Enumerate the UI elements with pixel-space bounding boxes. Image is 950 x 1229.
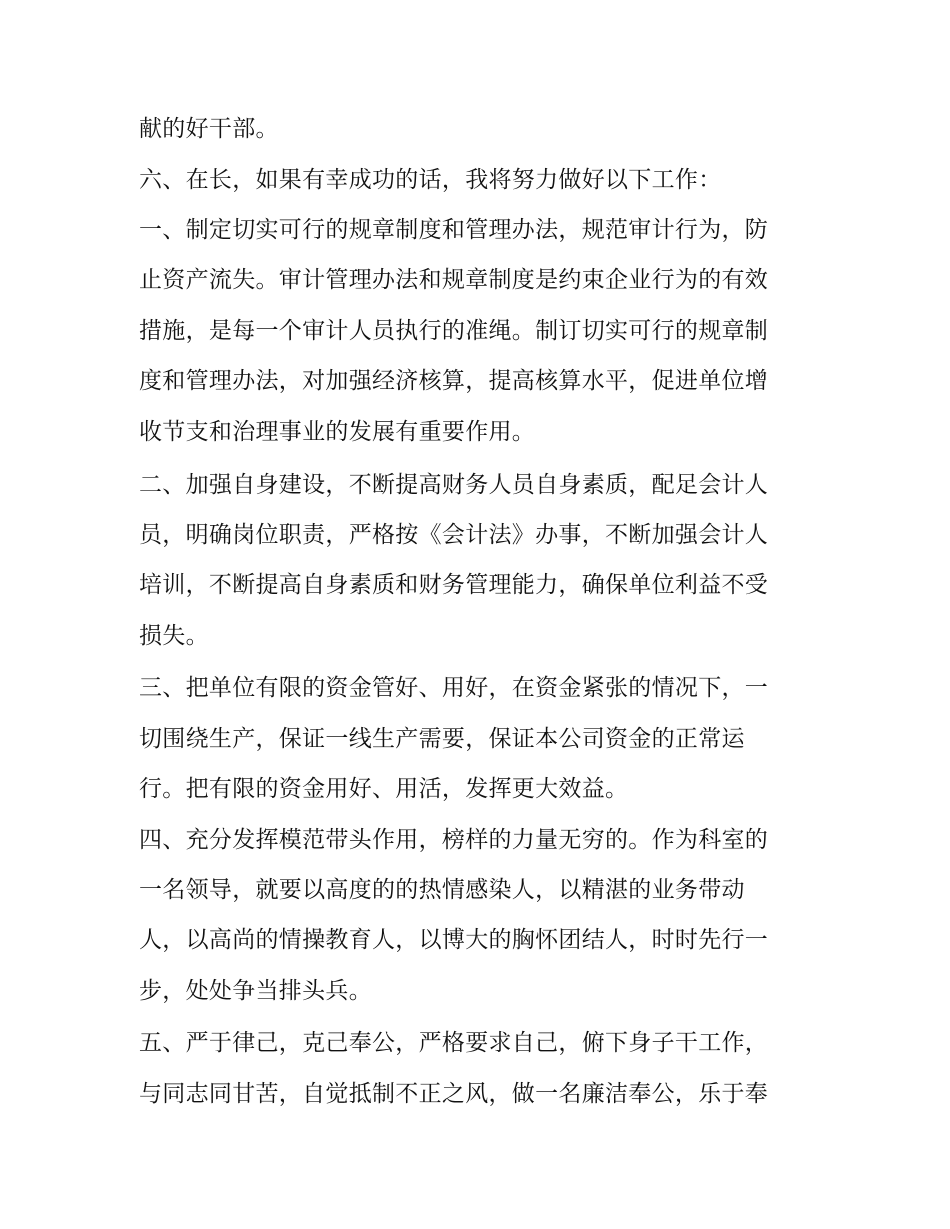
text-line: 度和管理办法，对加强经济核算，提高核算水平，促进单位增 <box>139 368 769 394</box>
text-line: 收节支和治理事业的发展有重要作用。 <box>139 419 536 445</box>
text-line: 员，明确岗位职责，严格按《会计法》办事，不断加强会计人 <box>139 522 769 548</box>
text-line: 五、严于律己，克己奉公，严格要求自己，俯下身子干工作， <box>139 1030 769 1056</box>
text-line: 止资产流失。审计管理办法和规章制度是约束企业行为的有效 <box>139 267 769 293</box>
text-line: 切围绕生产，保证一线生产需要，保证本公司资金的正常运 <box>139 726 745 752</box>
text-line: 三、把单位有限的资金管好、用好，在资金紧张的情况下，一 <box>139 675 769 701</box>
text-line: 培训，不断提高自身素质和财务管理能力，确保单位利益不受 <box>139 572 769 598</box>
text-line: 损失。 <box>139 623 209 649</box>
text-line: 一、制定切实可行的规章制度和管理办法，规范审计行为，防 <box>139 217 769 243</box>
text-line: 二、加强自身建设，不断提高财务人员自身素质，配足会计人 <box>139 472 769 498</box>
text-line: 献的好干部。 <box>139 116 279 142</box>
text-line: 一名领导，就要以高度的的热情感染人，以精湛的业务带动 <box>139 877 745 903</box>
text-line: 六、在长，如果有幸成功的话，我将努力做好以下工作： <box>139 167 722 193</box>
text-line: 步，处处争当排头兵。 <box>139 978 372 1004</box>
text-line: 行。把有限的资金用好、用活，发挥更大效益。 <box>139 776 629 802</box>
text-line: 四、充分发挥模范带头作用，榜样的力量无穷的。作为科室的 <box>139 827 769 853</box>
text-line: 措施，是每一个审计人员执行的准绳。制订切实可行的规章制 <box>139 318 769 344</box>
text-line: 人，以高尚的情操教育人，以博大的胸怀团结人，时时先行一 <box>139 927 769 953</box>
text-line: 与同志同甘苦，自觉抵制不正之风，做一名廉洁奉公，乐于奉 <box>139 1081 769 1107</box>
